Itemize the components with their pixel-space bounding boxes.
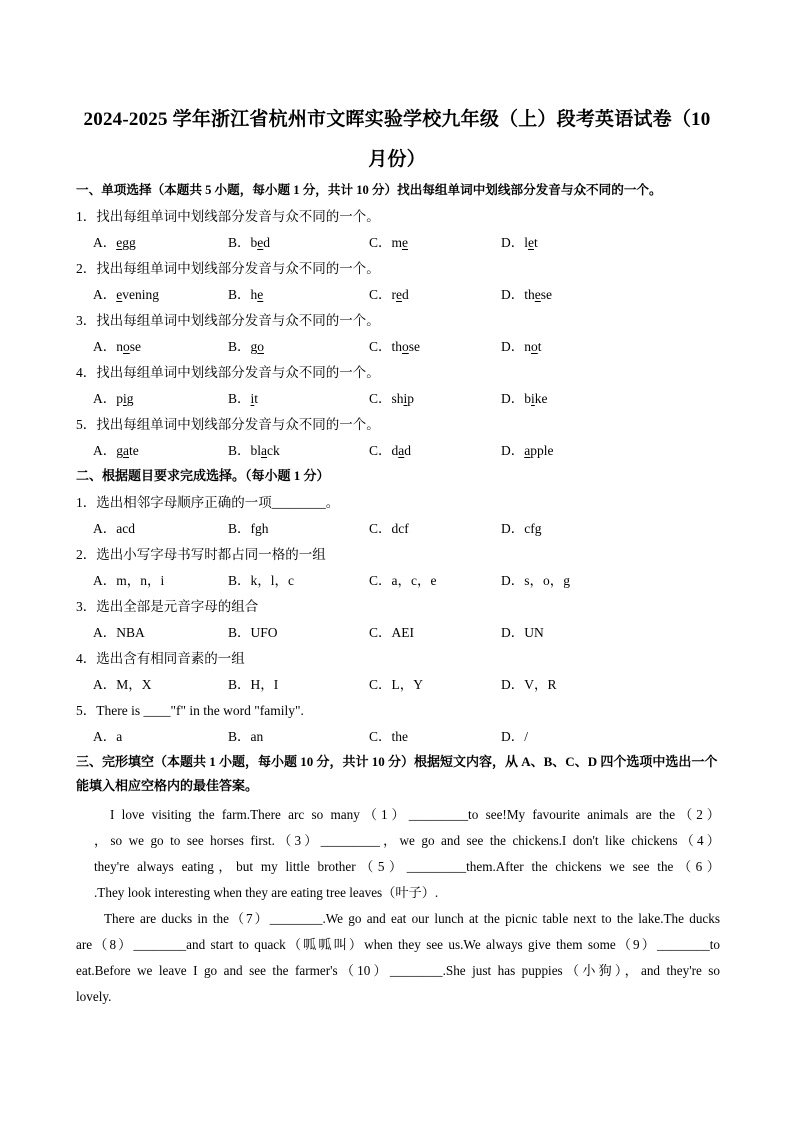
option-letter: B． bbox=[228, 339, 251, 354]
section-1-option[interactable] bbox=[501, 338, 542, 356]
option-word-part: gg bbox=[122, 235, 136, 250]
option-word-part: p bbox=[116, 391, 123, 406]
exam-title bbox=[60, 100, 734, 180]
underlined-letter: a bbox=[123, 443, 129, 458]
section-1-option[interactable] bbox=[228, 390, 258, 408]
section-2-question-stem: 1．选出相邻字母顺序正确的一项________。 bbox=[76, 495, 340, 510]
underlined-letter: o bbox=[531, 339, 538, 354]
option-letter: B． bbox=[228, 287, 251, 302]
underlined-letter: e bbox=[257, 235, 264, 250]
passage-line-4: .They look interesting when they are eating tree leaves（叶子）. bbox=[94, 885, 439, 900]
option-word-part: n bbox=[116, 339, 123, 354]
option-letter: C． bbox=[369, 443, 392, 458]
passage-line-6: are（8）________and start to quack（呱呱叫）when they see us.We always give them some（9）________to bbox=[76, 937, 720, 952]
option-word-part: b bbox=[250, 235, 258, 250]
underlined-letter: e bbox=[116, 287, 123, 302]
option-word-part: b bbox=[524, 391, 531, 406]
option-letter: D． bbox=[501, 443, 525, 458]
section-1-option[interactable] bbox=[501, 234, 538, 252]
section-1-option[interactable] bbox=[501, 442, 554, 460]
underlined-letter: o bbox=[123, 339, 130, 354]
option-letter: A． bbox=[93, 287, 117, 302]
section-1-option[interactable] bbox=[369, 286, 409, 304]
underlined-letter: e bbox=[396, 287, 403, 302]
section-2-option[interactable]: B．fgh bbox=[228, 521, 269, 536]
option-word-part: vening bbox=[122, 287, 159, 302]
section-1-heading: 一、单项选择（本题共 5 小题，每小题 1 分，共计 10 分）找出每组单词中划线部分发音与众不同的一个。 bbox=[76, 183, 662, 197]
section-1-option[interactable] bbox=[369, 390, 414, 408]
section-1-option[interactable] bbox=[93, 338, 141, 356]
option-word-part: g bbox=[126, 391, 134, 406]
option-word-part: n bbox=[524, 339, 531, 354]
section-2-option[interactable]: C．a，c，e bbox=[369, 573, 437, 588]
title-line-1: 2024-2025 学年浙江省杭州市文晖实验学校九年级（上）段考英语试卷（10 bbox=[83, 109, 711, 130]
option-word-part: r bbox=[391, 287, 397, 302]
section-2-question-stem: 2．选出小写字母书写时都占同一格的一组 bbox=[76, 547, 326, 562]
underlined-letter: e bbox=[116, 235, 123, 250]
option-letter: A． bbox=[93, 339, 117, 354]
option-letter: A． bbox=[93, 235, 117, 250]
section-2-question-stem: 3．选出全部是元音字母的组合 bbox=[76, 599, 259, 614]
section-2-option[interactable]: D．UN bbox=[501, 625, 544, 640]
passage-line-5: There are ducks in the（7）________.We go and eat our lunch at the picnic table next to the lake.The ducks bbox=[104, 911, 720, 926]
section-1-question-stem: 5．找出每组单词中划线部分发音与众不同的一个。 bbox=[76, 417, 380, 432]
section-2-question-stem: 4．选出含有相同音素的一组 bbox=[76, 651, 245, 666]
option-letter: D． bbox=[501, 391, 525, 406]
section-2-option[interactable]: A．a bbox=[93, 729, 123, 744]
underlined-letter: e bbox=[534, 287, 541, 302]
section-1-option[interactable] bbox=[501, 286, 552, 304]
section-1-question-stem: 1．找出每组单词中划线部分发音与众不同的一个。 bbox=[76, 209, 380, 224]
section-1-option[interactable] bbox=[501, 390, 548, 408]
section-1-question-stem: 4．找出每组单词中划线部分发音与众不同的一个。 bbox=[76, 365, 380, 380]
option-word-part: ke bbox=[534, 391, 548, 406]
option-word-part: te bbox=[129, 443, 139, 458]
option-word-part: d bbox=[263, 235, 271, 250]
underlined-letter: i bbox=[250, 391, 255, 406]
section-1-option[interactable] bbox=[369, 442, 411, 460]
section-2-option[interactable]: C．the bbox=[369, 729, 408, 744]
option-letter: A． bbox=[93, 391, 117, 406]
section-1-option[interactable] bbox=[228, 234, 270, 252]
section-1-option[interactable] bbox=[228, 338, 264, 356]
option-word-part: pple bbox=[530, 443, 554, 458]
section-3-heading: 三、完形填空（本题共 1 小题，每小题 10 分，共计 10 分）根据短文内容，从 A、B、C、D 四个选项中选出一个能填入相应空格内的最佳答案。 bbox=[76, 754, 718, 793]
option-word-part: g bbox=[116, 443, 123, 458]
section-1-option[interactable] bbox=[93, 234, 136, 252]
underlined-letter: i bbox=[123, 391, 127, 406]
section-1-option[interactable] bbox=[93, 442, 139, 460]
underlined-letter: i bbox=[403, 391, 408, 406]
section-1-question-stem: 2．找出每组单词中划线部分发音与众不同的一个。 bbox=[76, 261, 380, 276]
section-2-question-stem: 5．There is ____"f" in the word "family". bbox=[76, 703, 304, 718]
passage-line-2: ，so we go to see horses first.（3）_________，we go and see the chickens.I don't like chickens（4） bbox=[94, 833, 720, 848]
section-2-option[interactable]: C．AEI bbox=[369, 625, 414, 640]
underlined-letter: e bbox=[402, 235, 409, 250]
underlined-letter: e bbox=[528, 235, 535, 250]
section-2-option[interactable]: A．m，n，i bbox=[93, 573, 165, 588]
passage-line-1: I love visiting the farm.There arc so many（1）_________to see!My favourite animals are the（2） bbox=[110, 807, 720, 822]
section-1-option[interactable] bbox=[369, 234, 408, 252]
option-word-part: l bbox=[524, 235, 529, 250]
option-word-part: t bbox=[254, 391, 259, 406]
option-word-part: d bbox=[404, 443, 412, 458]
option-word-part: th bbox=[524, 287, 535, 302]
option-word-part: t bbox=[537, 339, 542, 354]
section-1-option[interactable] bbox=[228, 286, 263, 304]
underlined-letter: e bbox=[257, 287, 264, 302]
option-letter: D． bbox=[501, 287, 525, 302]
option-word-part: d bbox=[391, 443, 399, 458]
section-2-option[interactable]: A．M，X bbox=[93, 677, 152, 692]
underlined-letter: a bbox=[261, 443, 268, 458]
option-word-part: se bbox=[129, 339, 141, 354]
option-letter: C． bbox=[369, 339, 392, 354]
option-letter: A． bbox=[93, 443, 117, 458]
option-word-part: t bbox=[534, 235, 538, 250]
option-letter: B． bbox=[228, 235, 251, 250]
section-1-option[interactable] bbox=[93, 286, 159, 304]
passage-line-8: lovely. bbox=[76, 989, 112, 1004]
option-word-part: h bbox=[250, 287, 258, 302]
section-1-option[interactable] bbox=[369, 338, 420, 356]
section-2-option[interactable]: C．L，Y bbox=[369, 677, 423, 692]
option-word-part: m bbox=[391, 235, 403, 250]
section-2-option[interactable]: B．an bbox=[228, 729, 264, 744]
passage-line-7: eat.Before we leave I go and see the farmer's（10）________.She just has puppies（小狗），and they're so bbox=[76, 963, 720, 978]
section-2-option[interactable]: B．k，l，c bbox=[228, 573, 294, 588]
passage-line-3: they're always eating，but my little brother（5）_________them.After the chickens we see the（6） bbox=[94, 859, 720, 874]
option-letter: B． bbox=[228, 391, 251, 406]
option-letter: C． bbox=[369, 391, 392, 406]
option-letter: B． bbox=[228, 443, 251, 458]
section-2-heading: 二、根据题目要求完成选择。（每小题 1 分） bbox=[76, 468, 330, 483]
underlined-letter: o bbox=[402, 339, 409, 354]
option-letter: D． bbox=[501, 339, 525, 354]
option-word-part: sh bbox=[391, 391, 404, 406]
title-line-2: 月份） bbox=[368, 149, 426, 170]
section-2-option[interactable]: B．UFO bbox=[228, 625, 278, 640]
section-2-option[interactable]: A．acd bbox=[93, 521, 135, 536]
underlined-letter: o bbox=[257, 339, 265, 354]
section-2-option[interactable]: B．H，I bbox=[228, 677, 279, 692]
option-word-part: th bbox=[391, 339, 403, 354]
section-2-option[interactable]: D．cfg bbox=[501, 521, 542, 536]
section-2-option[interactable]: D．/ bbox=[501, 729, 528, 744]
option-word-part: p bbox=[407, 391, 415, 406]
section-2-option[interactable]: C．dcf bbox=[369, 521, 409, 536]
option-letter: C． bbox=[369, 235, 392, 250]
option-word-part: d bbox=[402, 287, 409, 302]
section-2-option[interactable]: D．V，R bbox=[501, 677, 557, 692]
section-1-option[interactable] bbox=[228, 442, 280, 460]
option-word-part: se bbox=[408, 339, 421, 354]
section-2-option[interactable]: D．s，o，g bbox=[501, 573, 571, 588]
section-1-option[interactable] bbox=[93, 390, 134, 408]
underlined-letter: i bbox=[531, 391, 535, 406]
option-letter: C． bbox=[369, 287, 392, 302]
option-word-part: se bbox=[540, 287, 553, 302]
option-word-part: ck bbox=[267, 443, 280, 458]
section-1-question-stem: 3．找出每组单词中划线部分发音与众不同的一个。 bbox=[76, 313, 380, 328]
option-word-part: bl bbox=[250, 443, 262, 458]
underlined-letter: a bbox=[398, 443, 405, 458]
section-2-option[interactable]: A．NBA bbox=[93, 625, 145, 640]
option-word-part: g bbox=[250, 339, 258, 354]
option-letter: D． bbox=[501, 235, 525, 250]
underlined-letter: a bbox=[524, 443, 531, 458]
